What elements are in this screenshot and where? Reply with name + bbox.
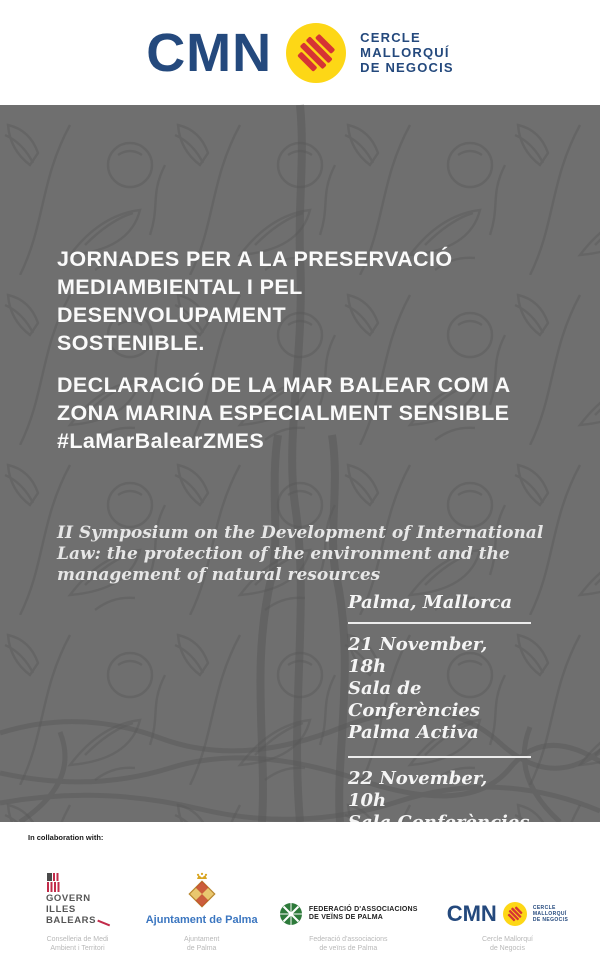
brand-name-line: MALLORQUÍ [360,45,450,60]
federacio-name-line: FEDERACIÓ D'ASSOCIACIONS [308,905,418,913]
govern-emblem-icon [46,873,62,893]
govern-name [46,893,109,926]
event-session-1 [348,634,531,744]
divider-line [348,756,531,758]
title-primary-line: JORNADES PER A LA PRESERVACIÓ [57,247,453,271]
cmn-brand-name [360,30,454,75]
partner-caption [309,935,387,953]
govern-name-text: BALEARS [45,915,97,926]
federacio-flower-icon [279,902,303,926]
govern-name-line: GOVERN [45,893,91,904]
caption-line: Federació d'associacions [309,936,388,943]
brand-name-line: CERCLE [360,30,421,45]
session-place: Palma Activa [348,722,479,743]
palma-crest-icon [188,873,216,911]
caption-line: Ambient i Territori [50,945,105,952]
govern-name-line [46,915,109,926]
caption-line: Cercle Mallorquí [481,936,533,943]
partner-govern-illes-balears [30,852,125,953]
title-secondary-line: ZONA MARINA ESPECIALMENT SENSIBLE [57,401,510,425]
cmn-shield-icon [286,23,346,83]
federacio-name [309,906,418,923]
title-primary-line: MEDIAMBIENTAL I PEL DESENVOLUPAMENT [57,275,303,327]
symposium-note: II Symposium on the Development of International Law: the protection of the environment and the management of natural resources [57,523,544,585]
brand-name-line: DE NEGOCIS [360,60,454,75]
cmn-footer-wordmark: CMN [446,901,497,926]
cmn-brand-logo [146,23,454,83]
event-location: Palma, Mallorca [348,592,513,613]
cmn-footer-name-line: CERCLE [532,905,556,911]
poster-content [0,105,600,586]
govern-name-line: ILLES [45,904,76,915]
caption-line: Conselleria de Medi [46,936,109,943]
partner-caption [482,935,533,953]
cmn-footer-name-line: MALLORQUÍ [532,911,567,917]
event-hashtag: #LaMarBalearZMES [57,429,265,453]
cmn-footer-logo-block [447,902,569,926]
header [0,0,600,105]
govern-logo-block [46,873,109,926]
caption-line: de Negocis [489,945,525,952]
cmn-shield-icon [503,902,527,926]
federacio-logo [279,852,418,926]
title-primary [57,245,527,357]
federacio-name-line: DE VEÏNS DE PALMA [308,914,383,921]
federacio-logo-block [279,902,418,926]
partner-ajuntament-de-palma [142,852,262,953]
ajuntament-logo [146,852,258,926]
session-datetime: 21 November, 18h [348,634,488,677]
partner-caption [184,935,219,953]
cmn-footer-name-line: DE NEGOCIS [532,917,569,923]
caption-line: de Palma [186,945,217,952]
ajuntament-name: Ajuntament de Palma [145,914,258,926]
collaboration-label: In collaboration with: [28,833,104,842]
session-venue: Sala de Conferències [348,678,481,721]
cmn-footer-name [533,905,568,923]
poster-main [0,105,600,822]
partner-logos-row [30,852,580,953]
partner-caption [47,935,109,953]
govern-logo [46,852,109,926]
partner-cmn [435,852,580,953]
cmn-footer-logo [447,852,569,926]
caption-line: Ajuntament [183,936,220,943]
caption-line: de veïns de Palma [319,945,378,952]
cmn-wordmark: CMN [146,22,273,83]
session-datetime: 22 November, 10h [348,768,488,811]
title-secondary-line: DECLARACIÓ DE LA MAR BALEAR COM A [57,373,511,397]
partner-federacio-veins-palma [278,852,418,953]
footer [0,822,600,955]
govern-slash-icon [97,920,110,927]
title-primary-line: SOSTENIBLE. [57,331,205,355]
title-secondary [57,371,527,455]
divider-line [348,622,531,624]
